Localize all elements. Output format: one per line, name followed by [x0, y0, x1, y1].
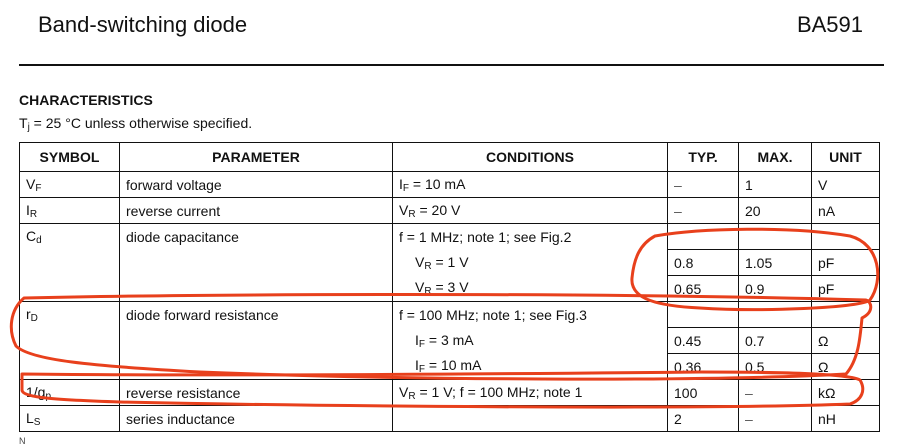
cell-unit: V — [812, 172, 880, 198]
cell-symbol: $L_S$ — [20, 406, 120, 432]
cell-symbol — [20, 328, 120, 354]
cell-conditions: $V_R = 20$ V — [393, 198, 668, 224]
table-row — [20, 406, 880, 432]
document-title: Band-switching diode — [38, 12, 248, 37]
cell-symbol: $C_d$ — [20, 224, 120, 250]
section-title: CHARACTERISTICS — [19, 92, 153, 108]
cell-typ: 0.65 — [668, 276, 739, 302]
cell-parameter: series inductance — [120, 406, 393, 432]
table-row — [20, 380, 880, 406]
cell-parameter: reverse current — [120, 198, 393, 224]
cell-max: 0.5 — [739, 354, 812, 380]
cell-max: – — [739, 406, 812, 432]
cell-symbol: $1/g_p$ — [20, 380, 120, 406]
cell-symbol — [20, 250, 120, 276]
part-number: BA591 — [796, 12, 863, 37]
cell-conditions: $I_F = 10$ mA — [393, 354, 668, 380]
table-row — [20, 328, 880, 354]
cell-max: 20 — [739, 198, 812, 224]
cell-unit: Ω — [812, 354, 880, 380]
header-max: MAX. — [739, 143, 812, 172]
cell-conditions: $V_R = 1$ V; f = 100 MHz; note 1 — [393, 380, 668, 406]
table-row — [20, 276, 880, 302]
header-conditions: CONDITIONS — [393, 143, 668, 172]
cell-conditions: f = 1 MHz; note 1; see Fig.2 — [393, 224, 668, 250]
cell-typ — [668, 224, 739, 250]
cell-symbol — [20, 354, 120, 380]
cell-typ: 100 — [668, 380, 739, 406]
table-row — [20, 198, 880, 224]
cell-unit: kΩ — [812, 380, 880, 406]
cell-symbol: $r_D$ — [20, 302, 120, 328]
cell-typ: – — [668, 198, 739, 224]
cell-conditions: $V_R = 1$ V — [393, 250, 668, 276]
cell-unit: pF — [812, 250, 880, 276]
cell-conditions: $V_R = 3$ V — [393, 276, 668, 302]
table-row — [20, 172, 880, 198]
header-parameter: PARAMETER — [120, 143, 393, 172]
header-unit: UNIT — [812, 143, 880, 172]
header-rule — [19, 64, 884, 66]
cell-typ: – — [668, 172, 739, 198]
cell-conditions — [393, 406, 668, 432]
cell-parameter: diode capacitance — [120, 224, 393, 250]
cell-max: 1 — [739, 172, 812, 198]
cell-unit: nA — [812, 198, 880, 224]
cell-symbol — [20, 276, 120, 302]
cell-max — [739, 302, 812, 328]
cell-typ: 0.36 — [668, 354, 739, 380]
cell-typ: 2 — [668, 406, 739, 432]
cell-parameter — [120, 354, 393, 380]
cell-unit — [812, 224, 880, 250]
table-row — [20, 250, 880, 276]
cell-parameter: forward voltage — [120, 172, 393, 198]
cell-typ — [668, 302, 739, 328]
cell-symbol: $I_R$ — [20, 198, 120, 224]
cell-parameter — [120, 250, 393, 276]
cell-parameter — [120, 276, 393, 302]
header-symbol: SYMBOL — [20, 143, 120, 172]
cut-off-text: N — [19, 436, 26, 446]
cell-parameter — [120, 328, 393, 354]
cell-max: 0.7 — [739, 328, 812, 354]
cell-typ: 0.8 — [668, 250, 739, 276]
cell-conditions: f = 100 MHz; note 1; see Fig.3 — [393, 302, 668, 328]
cell-conditions: $I_F = 3$ mA — [393, 328, 668, 354]
cell-max — [739, 224, 812, 250]
cell-typ: 0.45 — [668, 328, 739, 354]
table-row — [20, 224, 880, 250]
cell-max: – — [739, 380, 812, 406]
cell-conditions: $I_F = 10$ mA — [393, 172, 668, 198]
conditions-note: $T_j = 25$ °C unless otherwise specified. — [19, 115, 253, 133]
cell-unit: pF — [812, 276, 880, 302]
cell-max: 0.9 — [739, 276, 812, 302]
table-row — [20, 354, 880, 380]
table-row — [20, 302, 880, 328]
cell-unit: Ω — [812, 328, 880, 354]
cell-unit: nH — [812, 406, 880, 432]
cell-unit — [812, 302, 880, 328]
cell-parameter: reverse resistance — [120, 380, 393, 406]
cell-max: 1.05 — [739, 250, 812, 276]
cell-parameter: diode forward resistance — [120, 302, 393, 328]
header-typ: TYP. — [668, 143, 739, 172]
table-header-row — [20, 143, 880, 172]
characteristics-table — [19, 142, 880, 432]
cell-symbol: $V_F$ — [20, 172, 120, 198]
